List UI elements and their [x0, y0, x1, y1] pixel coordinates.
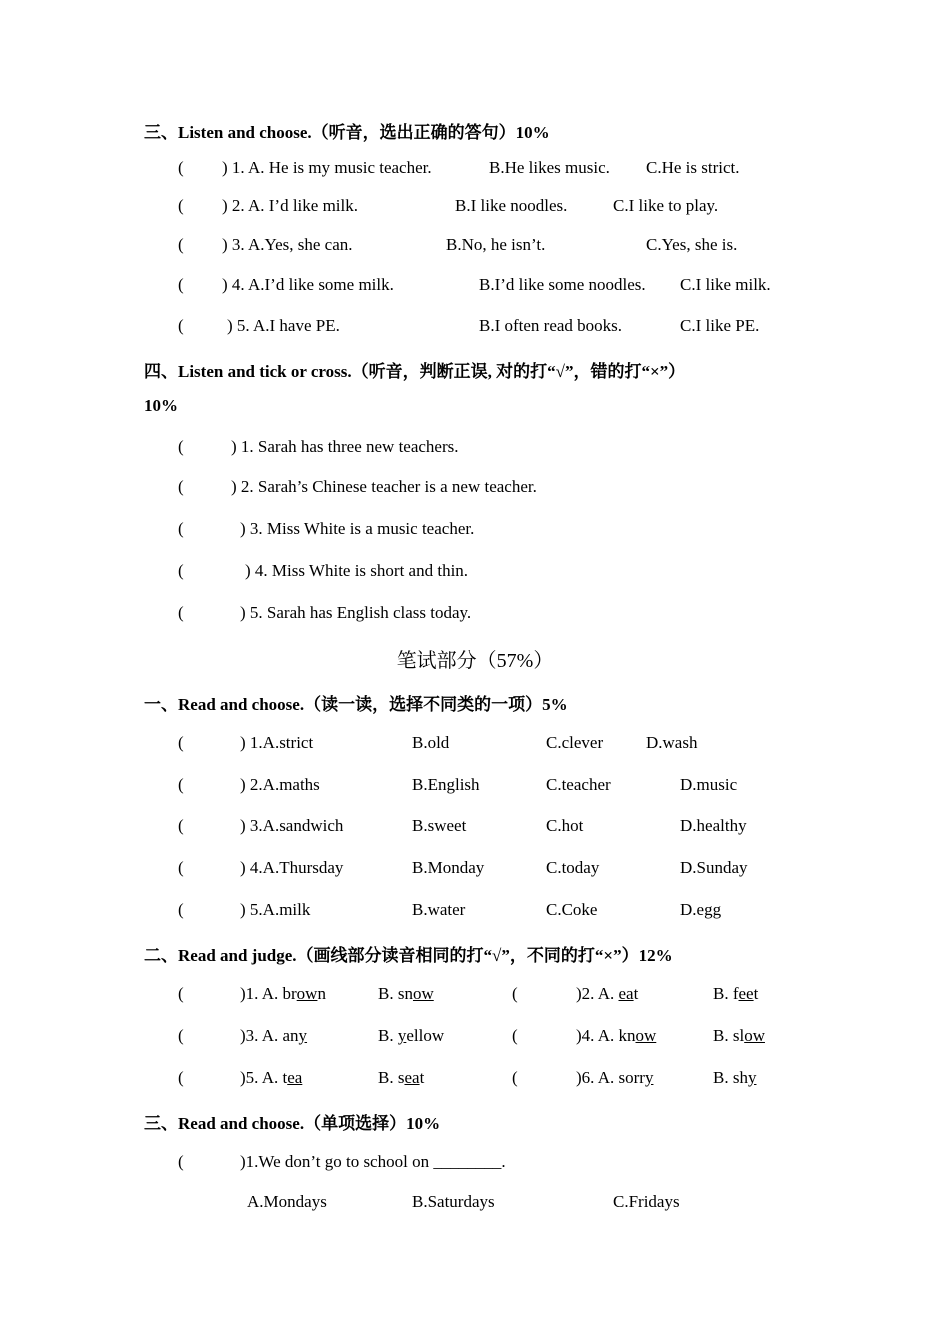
list-item	[0, 899, 950, 921]
answer-paren: (	[512, 1068, 518, 1087]
table-row	[0, 1025, 950, 1047]
section-heading-percent: 10%	[144, 396, 178, 415]
statement: ) 5. Sarah has English class today.	[240, 603, 472, 622]
word-pair-2: )6. A. sorry	[576, 1068, 654, 1087]
list-item	[0, 157, 950, 179]
statement: ) 3. Miss White is a music teacher.	[240, 519, 475, 538]
answer-paren: (	[178, 900, 184, 919]
option-a: ) 4. A.I’d like some milk.	[222, 275, 394, 294]
list-item	[0, 195, 950, 217]
word-pair-1: )1. A. brown	[240, 984, 326, 1003]
option-c: C.Fridays	[613, 1192, 680, 1211]
answer-paren: (	[178, 858, 184, 877]
option-b: B.water	[412, 900, 466, 919]
answer-paren: (	[178, 196, 184, 215]
answer-paren: (	[178, 775, 184, 794]
word-b: B. seat	[378, 1068, 425, 1087]
option-b: B.old	[412, 733, 450, 752]
statement: ) 2. Sarah’s Chinese teacher is a new teacher.	[231, 477, 537, 496]
answer-paren: (	[178, 984, 184, 1003]
word-b: B. shy	[713, 1068, 757, 1087]
option-b: B.Monday	[412, 858, 485, 877]
answer-paren: (	[512, 984, 518, 1003]
option-c: C.hot	[546, 816, 584, 835]
statement: ) 1. Sarah has three new teachers.	[231, 437, 459, 456]
option-b: B.Saturdays	[412, 1192, 495, 1211]
section-heading-read-judge: 二、Read and judge.（画线部分读音相同的打“√”，不同的打“×”）12%	[144, 946, 673, 965]
answer-paren: (	[178, 1026, 184, 1045]
list-item	[0, 274, 950, 296]
list-item	[0, 602, 950, 624]
answer-paren: (	[178, 316, 184, 335]
table-row	[0, 1067, 950, 1089]
option-b: B.sweet	[412, 816, 467, 835]
option-a: ) 1. A. He is my music teacher.	[222, 158, 432, 177]
list-item	[0, 234, 950, 256]
option-d: D.Sunday	[680, 858, 748, 877]
word-pair-2: )4. A. know	[576, 1026, 657, 1045]
section-heading-single-choice: 三、Read and choose.（单项选择）10%	[144, 1114, 441, 1133]
word-pair-2: )2. A. eat	[576, 984, 639, 1003]
list-item	[0, 857, 950, 879]
option-c: C.today	[546, 858, 600, 877]
option-a: ) 1.A.strict	[240, 733, 314, 752]
word-pair-1: )5. A. tea	[240, 1068, 303, 1087]
statement: ) 4. Miss White is short and thin.	[245, 561, 469, 580]
list-item	[0, 315, 950, 337]
answer-paren: (	[178, 477, 184, 496]
option-b: B.English	[412, 775, 480, 794]
question-text: )1.We don’t go to school on ________.	[240, 1152, 506, 1171]
option-b: B.He likes music.	[489, 158, 610, 177]
written-part-title: 笔试部分（57%）	[396, 650, 554, 672]
option-c: C.He is strict.	[646, 158, 740, 177]
option-a: ) 2. A. I’d like milk.	[222, 196, 358, 215]
option-a: ) 3. A.Yes, she can.	[222, 235, 353, 254]
answer-paren: (	[512, 1026, 518, 1045]
option-d: D.wash	[646, 733, 698, 752]
word-pair-1: )3. A. any	[240, 1026, 308, 1045]
list-item	[0, 1151, 950, 1173]
option-c: C.Coke	[546, 900, 598, 919]
answer-paren: (	[178, 158, 184, 177]
option-b: B.I like noodles.	[455, 196, 568, 215]
list-item	[0, 436, 950, 458]
option-b: B.I’d like some noodles.	[479, 275, 646, 294]
option-c: C.clever	[546, 733, 604, 752]
answer-paren: (	[178, 603, 184, 622]
answer-paren: (	[178, 733, 184, 752]
word-b: B. slow	[713, 1026, 765, 1045]
answer-paren: (	[178, 816, 184, 835]
option-c: C.teacher	[546, 775, 611, 794]
section-heading-tick-cross: 四、Listen and tick or cross.（听音，判断正误, 对的打“√”，错的打“×”）	[144, 362, 686, 381]
answer-paren: (	[178, 437, 184, 456]
option-d: D.egg	[680, 900, 722, 919]
word-b: B. snow	[378, 984, 434, 1003]
list-item	[0, 518, 950, 540]
option-d: D.healthy	[680, 816, 747, 835]
option-c: C.I like PE.	[680, 316, 760, 335]
answer-paren: (	[178, 561, 184, 580]
answer-paren: (	[178, 1068, 184, 1087]
answer-paren: (	[178, 235, 184, 254]
option-d: D.music	[680, 775, 738, 794]
section-heading-read-choose: 一、Read and choose.（读一读，选择不同类的一项）5%	[144, 695, 568, 714]
option-b: B.No, he isn’t.	[446, 235, 546, 254]
option-a: ) 3.A.sandwich	[240, 816, 344, 835]
list-item	[0, 774, 950, 796]
list-item	[0, 732, 950, 754]
answer-paren: (	[178, 275, 184, 294]
list-item	[0, 476, 950, 498]
option-a: A.Mondays	[247, 1192, 327, 1211]
option-a: ) 2.A.maths	[240, 775, 320, 794]
option-b: B.I often read books.	[479, 316, 623, 335]
answer-paren: (	[178, 519, 184, 538]
option-c: C.I like milk.	[680, 275, 771, 294]
option-a: ) 4.A.Thursday	[240, 858, 344, 877]
option-c: C.Yes, she is.	[646, 235, 738, 254]
option-a: ) 5.A.milk	[240, 900, 311, 919]
option-c: C.I like to play.	[613, 196, 719, 215]
list-item	[0, 1191, 950, 1213]
option-a: ) 5. A.I have PE.	[227, 316, 340, 335]
table-row	[0, 983, 950, 1005]
list-item	[0, 560, 950, 582]
word-b: B. feet	[713, 984, 759, 1003]
list-item	[0, 815, 950, 837]
answer-paren: (	[178, 1152, 184, 1171]
word-b: B. yellow	[378, 1026, 445, 1045]
section-heading-listen-choose: 三、Listen and choose.（听音，选出正确的答句）10%	[144, 123, 550, 142]
